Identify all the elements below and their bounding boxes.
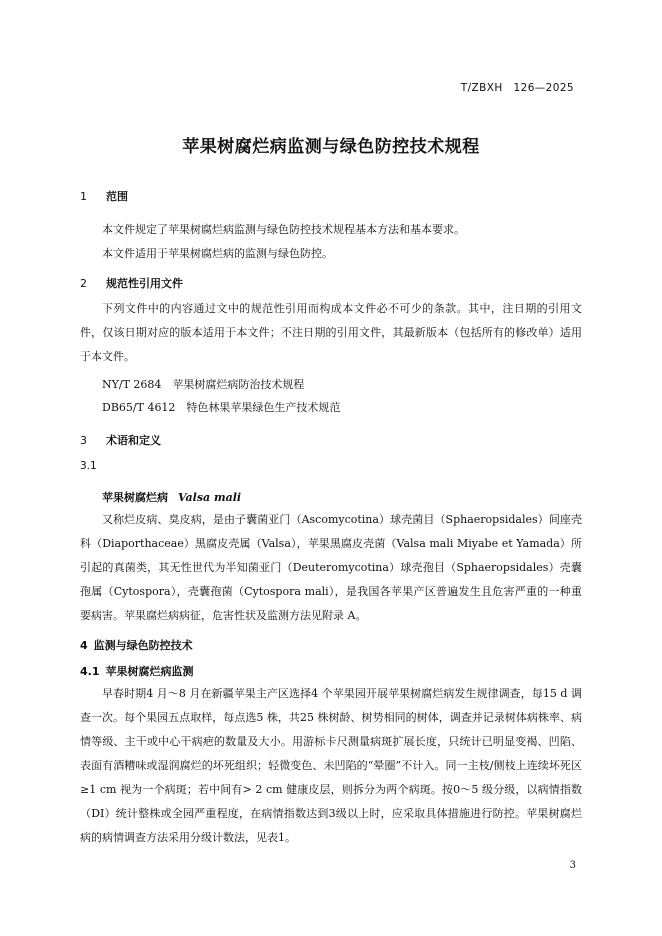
reference-2: DB65/T 4612 特色林果苹果绿色生产技术规范 xyxy=(102,401,341,414)
section-2-paragraph-1: 下列文件中的内容通过文中的规范性引用而构成本文件必不可少的条款。其中，注日期的引用文件，仅该日期对应的版本适用于本文件；不注日期的引用文件，其最新版本（包括所有的修改单）适用于本文件。 xyxy=(80,302,582,363)
standard-number: T/ZBXH 126—2025 xyxy=(460,82,574,94)
section-1-number: 1 xyxy=(80,190,87,203)
term-heading xyxy=(102,489,241,505)
page-number: 3 xyxy=(569,860,576,871)
section-1-title: 范围 xyxy=(106,190,128,203)
section-2-heading xyxy=(80,275,183,291)
section-4-number: 4 xyxy=(80,639,88,652)
term-latin: Valsa mali xyxy=(178,491,242,504)
section-2-number: 2 xyxy=(80,277,87,290)
section-4-1-paragraph: 早春时期4 月～8 月在新疆苹果主产区选择4 个苹果园开展苹果树腐烂病发生规律调查，每15 d 调查一次。每个果园五点取样，每点选5 株，共25 株树龄、树势相同的树体，调查并记录树体病株率、病情等级、主干或中心干病疤的数量及大小。用游标卡尺测量病斑扩展长度，只统计已明显变褐、凹陷、表面有酒糟味或湿润腐烂的坏死组织；轻微变色、未凹陷的“晕圈”不计入。同一主枝/侧枝上连续坏死区≥1 cm 视为一个病斑；若中间有> 2 cm 健康皮层，则拆分为两个病斑。按0～5 级分级，以病情指数（DI）统计整株或全园严重程度，在病情指数达到3级以上时，应采取具体措施进行防控。苹果树腐烂病的病情调查方法采用分级计数法，见表1。 xyxy=(80,687,582,844)
section-1-paragraph-2: 本文件适用于苹果树腐烂病的监测与绿色防控。 xyxy=(102,247,333,260)
document-title: 苹果树腐烂病监测与绿色防控技术规程 xyxy=(182,137,480,157)
section-3-title: 术语和定义 xyxy=(106,434,161,447)
section-2-title: 规范性引用文件 xyxy=(106,277,183,290)
section-1-paragraph-1: 本文件规定了苹果树腐烂病监测与绿色防控技术规程基本方法和基本要求。 xyxy=(102,223,465,236)
section-4-1-number: 4.1 xyxy=(80,665,100,678)
section-4-heading xyxy=(80,637,193,653)
reference-1: NY/T 2684 苹果树腐烂病防治技术规程 xyxy=(102,378,305,391)
section-3-number: 3 xyxy=(80,434,87,447)
term-definition: 又称烂皮病、臭皮病，是由子囊菌亚门（Ascomycotina）球壳菌目（Sphaeropsidales）间座壳科（Diaporthaceae）黑腐皮壳属（Valsa），苹果黑腐皮壳菌（Valsa mali Miyabe et Yamada）所引起的真菌类，其无性世代为半知菌亚门（Deuteromycotina）球壳孢目（Sphaeropsidales）壳囊孢属（Cytospora），壳囊孢菌（Cytospora mali），是我国各苹果产区普遍发生且危害严重的一种重要病害。苹果腐烂病病征，危害性状及监测方法见附录 A。 xyxy=(80,513,582,622)
section-4-title: 监测与绿色防控技术 xyxy=(93,639,193,652)
section-3-heading xyxy=(80,432,161,448)
term-chinese: 苹果树腐烂病 xyxy=(102,491,168,504)
section-4-1-heading xyxy=(80,663,194,679)
section-1-heading xyxy=(80,188,128,204)
section-3-1-number: 3.1 xyxy=(80,460,97,472)
section-4-1-title: 苹果树腐烂病监测 xyxy=(105,665,194,678)
